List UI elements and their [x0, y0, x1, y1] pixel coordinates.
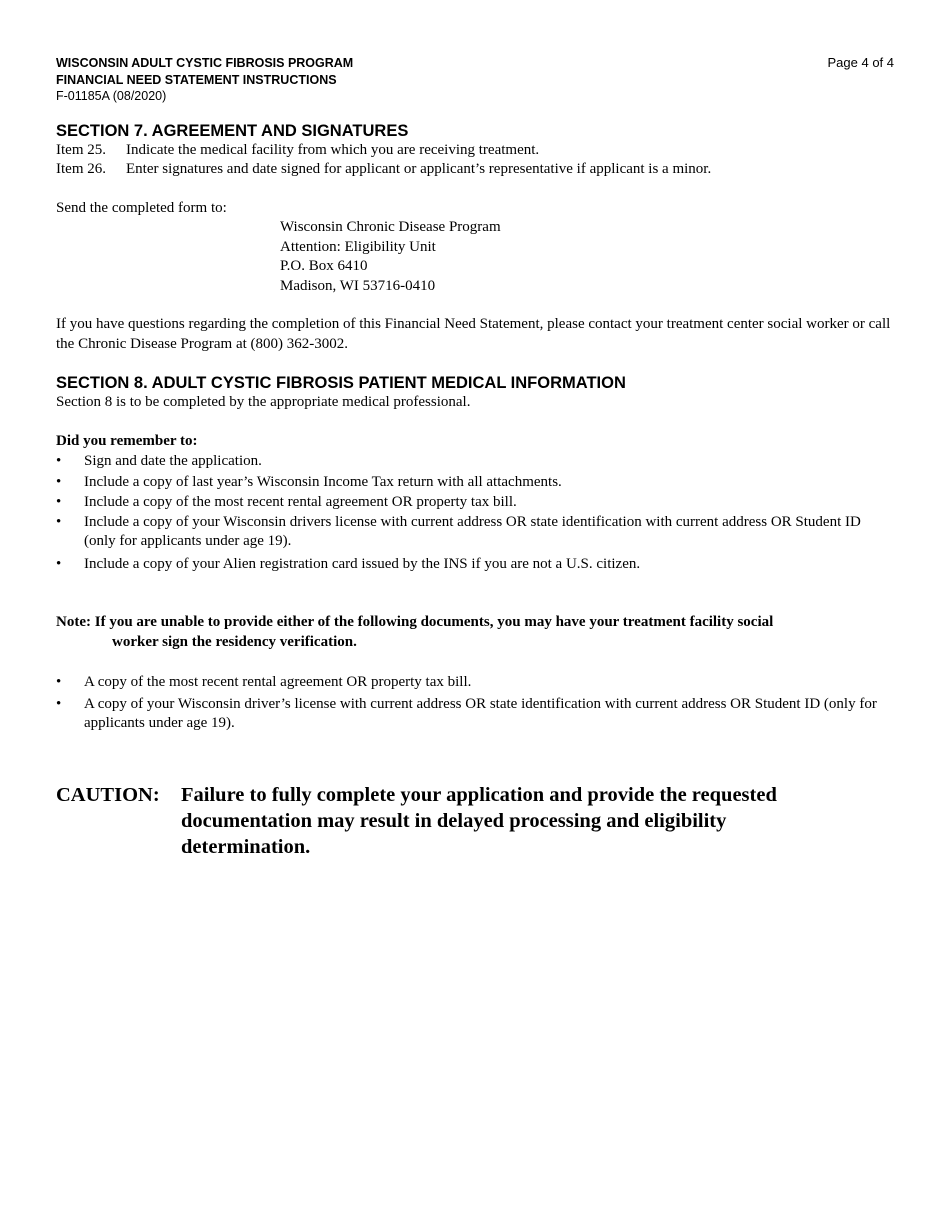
section-7-items	[56, 141, 896, 180]
bullet: •	[56, 674, 62, 690]
bullet: •	[56, 695, 62, 712]
list-item	[56, 492, 896, 513]
checklist-title: Did you remember to:	[56, 432, 198, 449]
item-26	[56, 160, 896, 180]
list-item	[56, 554, 896, 575]
list-item-text: Include a copy of the most recent rental agreement OR property tax bill.	[84, 494, 517, 510]
address-line: Attention: Eligibility Unit	[280, 238, 436, 255]
list-item	[56, 513, 896, 552]
page-header	[56, 55, 896, 105]
list-item	[56, 695, 896, 734]
list-item-text: Include a copy of last year’s Wisconsin Income Tax return with all attachments.	[84, 473, 562, 490]
residency-note	[56, 612, 896, 652]
send-to-label: Send the completed form to:	[56, 199, 227, 216]
list-item-text: A copy of your Wisconsin driver’s license with current address OR state identification with current address OR Student ID (only for applicants under age 19).	[84, 695, 877, 731]
list-item-text: Include a copy of your Wisconsin drivers license with current address OR state identification with current address OR Student ID (only for applicants under age 19).	[84, 513, 861, 549]
reminder-checklist	[56, 451, 896, 574]
section-8-heading: SECTION 8. ADULT CYSTIC FIBROSIS PATIENT MEDICAL INFORMATION	[56, 374, 626, 392]
list-item	[56, 673, 896, 693]
questions-paragraph: If you have questions regarding the completion of this Financial Need Statement, please contact your treatment center social worker or call the Chronic Disease Program at (800) 362-3002.	[56, 316, 891, 352]
section-7-heading: SECTION 7. AGREEMENT AND SIGNATURES	[56, 121, 409, 140]
address-line: Madison, WI 53716-0410	[280, 277, 436, 294]
list-item	[56, 451, 896, 472]
bullet: •	[56, 494, 62, 510]
address-line: P.O. Box 6410	[280, 258, 368, 274]
item-label: Item 26.	[56, 161, 106, 177]
list-item-text: Include a copy of your Alien registration card issued by the INS if you are not a U.S. citizen.	[84, 555, 641, 572]
mailing-address	[56, 218, 896, 296]
item-25	[56, 141, 896, 161]
page-number: Page 4 of 4	[827, 55, 894, 70]
item-text: Enter signatures and date signed for applicant or applicant’s representative if applicant is a minor.	[126, 161, 712, 177]
caution-label: CAUTION:	[56, 783, 160, 806]
form-number: F-01185A (08/2020)	[56, 89, 167, 103]
item-label: Item 25.	[56, 141, 106, 158]
note-line: Note: If you are unable to provide either of the following documents, you may have your treatment facility social	[56, 614, 774, 630]
list-item	[56, 472, 896, 493]
bullet: •	[56, 513, 62, 530]
caution-text: Failure to fully complete your application and provide the requested documentation may result in delayed processing and eligibility determination.	[181, 783, 777, 858]
form-title: FINANCIAL NEED STATEMENT INSTRUCTIONS	[56, 72, 337, 87]
alternative-documents-list	[56, 673, 896, 734]
bullet: •	[56, 555, 62, 572]
section-8-intro: Section 8 is to be completed by the appropriate medical professional.	[56, 394, 471, 410]
program-name: WISCONSIN ADULT CYSTIC FIBROSIS PROGRAM	[56, 56, 354, 70]
list-item-text: A copy of the most recent rental agreement OR property tax bill.	[84, 674, 472, 690]
caution-notice	[56, 782, 896, 860]
bullet: •	[56, 473, 62, 490]
note-line: worker sign the residency verification.	[112, 634, 357, 650]
bullet: •	[56, 453, 62, 469]
document-page	[56, 55, 896, 860]
list-item-text: Sign and date the application.	[84, 453, 262, 469]
address-line: Wisconsin Chronic Disease Program	[280, 219, 501, 235]
item-text: Indicate the medical facility from which you are receiving treatment.	[126, 141, 540, 158]
